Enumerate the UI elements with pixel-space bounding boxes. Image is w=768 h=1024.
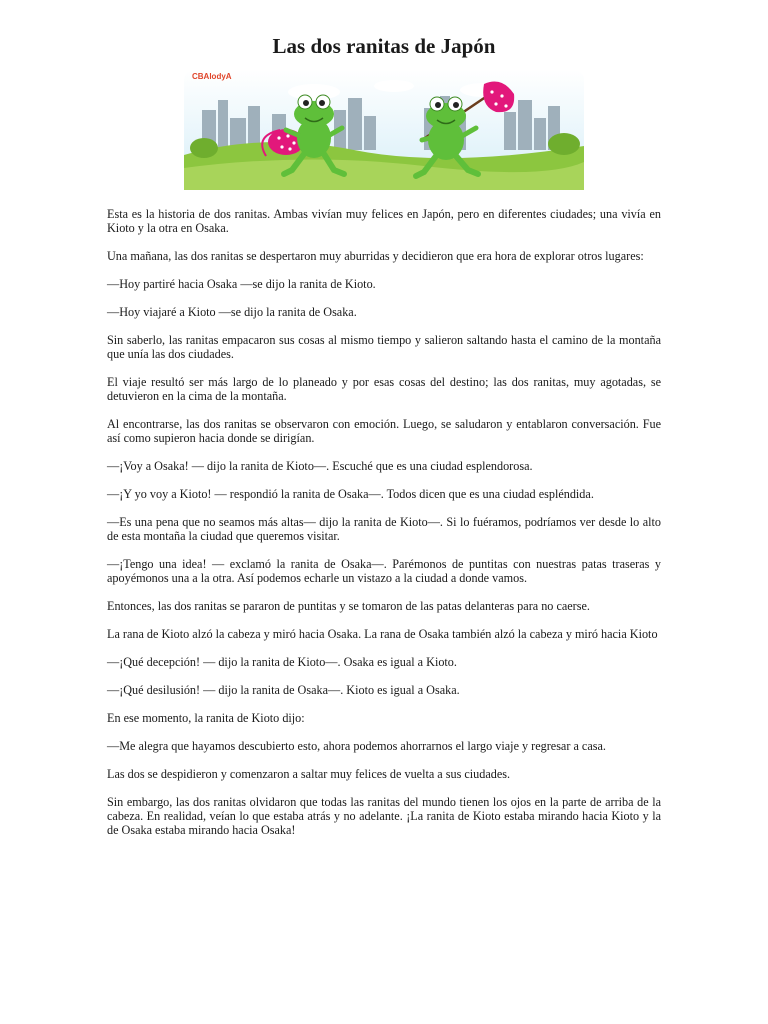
paragraph: —Hoy viajaré a Kioto —se dijo la ranita de Osaka. [107, 305, 357, 319]
paragraph: La rana de Kioto alzó la cabeza y miró hacia Osaka. La rana de Osaka también alzó la cabeza y miró hacia Kioto [107, 627, 658, 641]
story-body [107, 207, 661, 851]
paragraph: —¡Tengo una idea! — exclamó la ranita de Osaka—. Parémonos de puntitas con nuestras patas traseras y apoyémonos una a la otra. Así podemos echarle un vistazo a la ciudad a donde vamos. [107, 557, 661, 585]
frogs-illustration [184, 70, 584, 190]
paragraph: Sin saberlo, las ranitas empacaron sus cosas al mismo tiempo y salieron saltando hasta el camino de la montaña que unía las dos ciudades. [107, 333, 661, 361]
paragraph: —Hoy partiré hacia Osaka —se dijo la ranita de Kioto. [107, 277, 376, 291]
paragraph: —¡Qué desilusión! — dijo la ranita de Osaka—. Kioto es igual a Osaka. [107, 683, 460, 697]
publisher-logo: CBAlodyA [192, 72, 232, 81]
paragraph: —Me alegra que hayamos descubierto esto, ahora podemos ahorrarnos el largo viaje y regresar a casa. [107, 739, 606, 753]
paragraph: —¡Y yo voy a Kioto! — respondió la ranita de Osaka—. Todos dicen que es una ciudad espléndida. [107, 487, 594, 501]
paragraph: En ese momento, la ranita de Kioto dijo: [107, 711, 305, 725]
paragraph: Esta es la historia de dos ranitas. Ambas vivían muy felices en Japón, pero en diferentes ciudades; una vivía en Kioto y la otra en Osaka. [107, 207, 661, 235]
paragraph: Entonces, las dos ranitas se pararon de puntitas y se tomaron de las patas delanteras para no caerse. [107, 599, 590, 613]
paragraph: Sin embargo, las dos ranitas olvidaron que todas las ranitas del mundo tienen los ojos en la parte de arriba de la cabeza. En realidad, veían lo que estaba atrás y no adelante. ¡La ranita de Kioto estaba mirando hacia Kioto y la de Osaka estaba mirando hacia Osaka! [107, 795, 661, 837]
paragraph: Al encontrarse, las dos ranitas se observaron con emoción. Luego, se saludaron y entablaron conversación. Fue así como supieron hacia donde se dirigían. [107, 417, 661, 445]
paragraph: —¡Qué decepción! — dijo la ranita de Kioto—. Osaka es igual a Kioto. [107, 655, 457, 669]
paragraph: —¡Voy a Osaka! — dijo la ranita de Kioto—. Escuché que es una ciudad esplendorosa. [107, 459, 533, 473]
paragraph: Una mañana, las dos ranitas se despertaron muy aburridas y decidieron que era hora de explorar otros lugares: [107, 249, 644, 263]
paragraph: Las dos se despidieron y comenzaron a saltar muy felices de vuelta a sus ciudades. [107, 767, 511, 781]
page-title: Las dos ranitas de Japón [272, 34, 496, 58]
paragraph: El viaje resultó ser más largo de lo planeado y por esas cosas del destino; las dos ranitas, muy agotadas, se detuvieron en la cima de la montaña. [107, 375, 661, 403]
paragraph: —Es una pena que no seamos más altas— dijo la ranita de Kioto—. Si lo fuéramos, podríamos ver desde lo alto de esta montaña la ciudad que queremos visitar. [107, 515, 661, 543]
